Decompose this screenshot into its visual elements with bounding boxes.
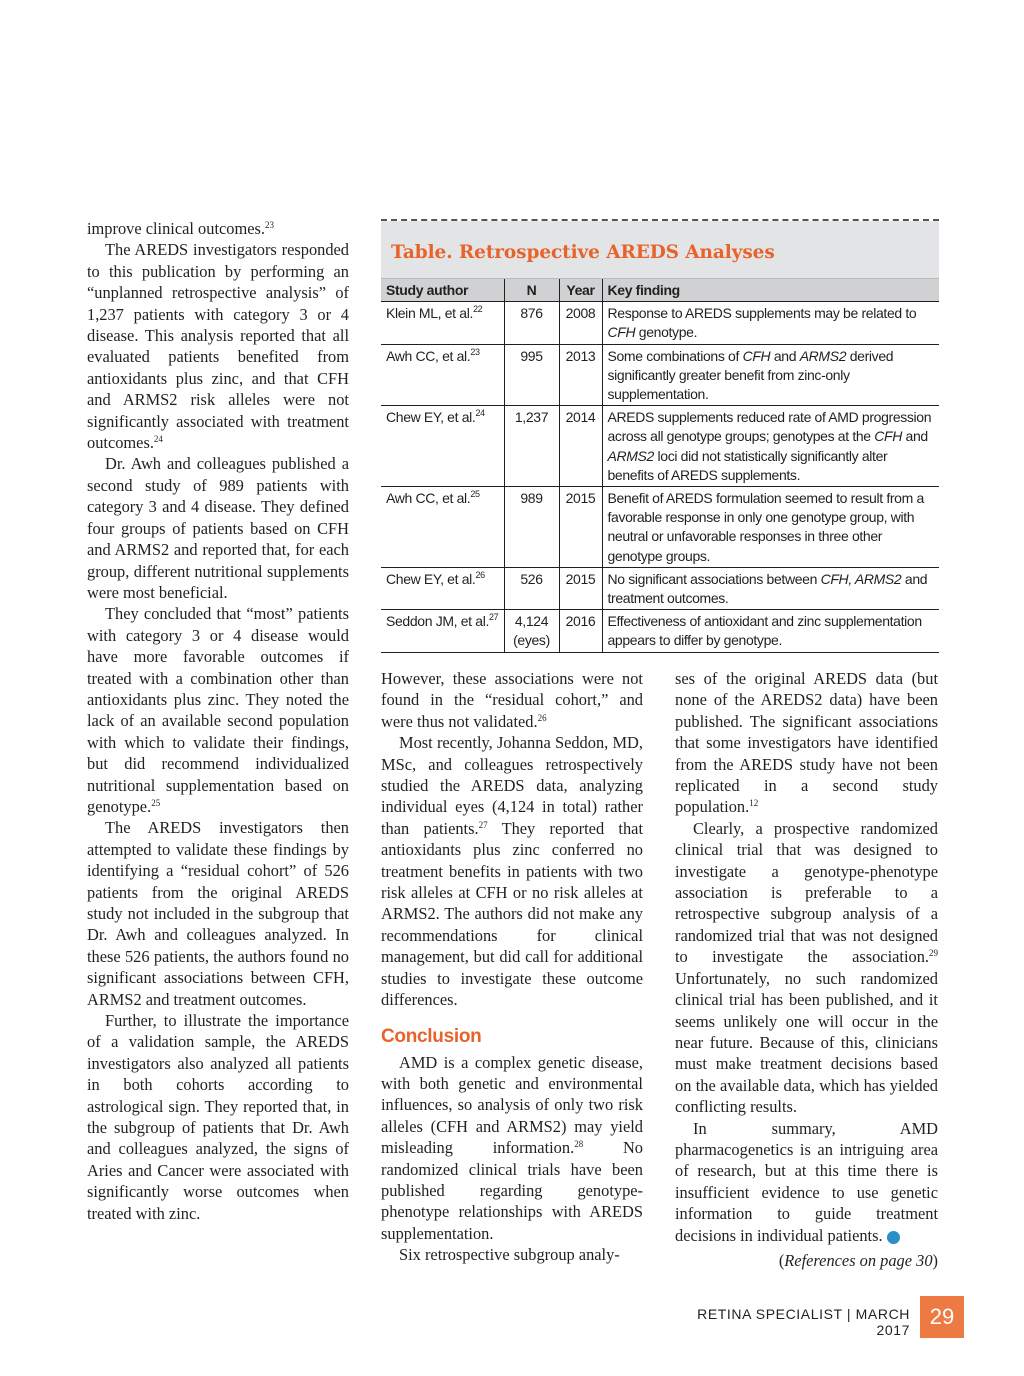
cell-author: Klein ML, et al.$^{22}$ (381, 302, 504, 344)
paragraph: ses of the original AREDS data (but none of the AREDS2 data) have been published. The significant associations that some investigators have identified from the AREDS study have not been replicated in a second study population.$^{12}$ (675, 669, 938, 817)
article-column-2 (381, 668, 643, 1266)
header-study-author: Study author (381, 279, 504, 302)
cell-finding: Some combinations of CFH and ARMS2 derived significantly greater benefit from zinc-only supplementation. (602, 344, 939, 406)
paragraph: In summary, AMD pharmacogenetics is an intriguing area of research, but at this time there is insufficient evidence to use genetic information to guide treatment decisions in individual patients. RS (675, 1118, 938, 1245)
paragraph: Clearly, a prospective randomized clinical trial that was designed to investigate a genotype-phenotype association is preferable to a retrospective subgroup analysis of a randomized trial that was not designed to investigate the association.$^{29}$ Unfortunately, no such randomized clinical trial has been published, and it seems unlikely one will occur in the near future. Because of this, clinicians must make treatment decisions based on the available data, which has yielded conflicting results. (675, 818, 938, 1117)
table-title: Table. Retrospective AREDS Analyses (391, 242, 775, 263)
cell-n: 526 (504, 567, 559, 609)
table-header-row (381, 279, 939, 302)
paragraph: AMD is a complex genetic disease, with both genetic and environmental influences, so analysis of only two risk alleles (CFH and ARMS2) may yield misleading information.$^{28}$ No randomized clinical trials have been published regarding genotype-phenotype relationships with AREDS supplementation. (381, 1052, 643, 1243)
cell-author: Awh CC, et al.$^{23}$ (381, 344, 504, 406)
cell-finding: Response to AREDS supplements may be related to CFH genotype. (602, 302, 939, 344)
table-row (381, 406, 939, 487)
cell-finding: No significant associations between CFH, ARMS2 and treatment outcomes. (602, 567, 939, 609)
findings-table (381, 278, 939, 653)
paragraph: They concluded that “most” patients with category 3 or 4 disease would have more favorable outcomes if treated with a combination other than antioxidants plus zinc. They noted the lack of an available second population with which to validate their findings, but did recommend individualized nutritional supplementation based on genotype.$^{25}$ (87, 604, 349, 816)
cell-finding: AREDS supplements reduced rate of AMD progression across all genotype groups; genotypes at the CFH and ARMS2 loci did not statistically significantly alter benefits of AREDS supplements. (602, 406, 939, 487)
paragraph: Six retrospective subgroup analy- (399, 1245, 620, 1265)
table-row (381, 567, 939, 609)
cell-n: 1,237 (504, 406, 559, 487)
conclusion-heading: Conclusion (381, 1025, 482, 1047)
cell-author: Chew EY, et al.$^{24}$ (381, 406, 504, 487)
cell-author: Chew EY, et al.$^{26}$ (381, 567, 504, 609)
cell-n: 989 (504, 487, 559, 568)
end-of-article-logo-icon: RS (887, 1231, 900, 1244)
cell-finding: Effectiveness of antioxidant and zinc supplementation appears to differ by genotype. (602, 610, 939, 652)
table-title-band (381, 221, 939, 278)
article-column-1 (87, 218, 349, 1224)
paragraph: The AREDS investigators then attempted to validate these findings by identifying a “residual cohort” of 526 patients from the original AREDS study not included in the subgroup that Dr. Awh and colleagues analyzed. In these 526 patients, the authors found no significant associations between CFH, ARMS2 and treatment outcomes. (87, 818, 349, 1009)
cell-author: Awh CC, et al.$^{25}$ (381, 487, 504, 568)
article-column-3 (675, 668, 938, 1271)
table-row (381, 610, 939, 652)
cell-year: 2008 (559, 302, 602, 344)
page-number: 29 (920, 1296, 964, 1338)
cell-author: Seddon JM, et al.$^{27}$ (381, 610, 504, 652)
retrospective-analyses-table-box (381, 219, 939, 653)
paragraph: Most recently, Johanna Seddon, MD, MSc, and colleagues retrospectively studied the AREDS data, analyzing individual eyes (4,124 in total) rather than patients.$^{27}$ They reported that antioxidants plus zinc conferred no treatment benefits in patients with two risk alleles at CFH or no risk alleles at ARMS2. The authors did not make any recommendations for clinical management, but did call for additional studies to investigate these outcome differences. (381, 733, 644, 1010)
cell-year: 2015 (559, 567, 602, 609)
cell-year: 2016 (559, 610, 602, 652)
cell-finding: Benefit of AREDS formulation seemed to result from a favorable response in only one genotype group, with neutral or unfavorable responses in three other genotype groups. (602, 487, 939, 568)
table-row (381, 344, 939, 406)
cell-year: 2015 (559, 487, 602, 568)
header-n: N (504, 279, 559, 302)
paragraph: The AREDS investigators responded to this publication by performing an “unplanned retrospective analysis” of 1,237 patients with category 3 or 4 disease. This analysis reported that all evaluated patients benefited from antioxidants plus zinc, and that CFH and ARMS2 risk alleles were not significantly associated with treatment outcomes.$^{24}$ (87, 240, 349, 453)
cell-year: 2014 (559, 406, 602, 487)
table-row (381, 302, 939, 344)
cell-year: 2013 (559, 344, 602, 406)
cell-n: 995 (504, 344, 559, 406)
paragraph: Dr. Awh and colleagues published a second study of 989 patients with category 3 and 4 disease. They defined four groups of patients based on CFH and ARMS2 and reported that, for each group, different nutritional supplements were most beneficial. (87, 454, 349, 602)
cell-n: 876 (504, 302, 559, 344)
table-row (381, 487, 939, 568)
references-note: (References on page 30) (778, 1250, 938, 1270)
paragraph: Further, to illustrate the importance of a validation sample, the AREDS investigators also analyzed all patients in both cohorts according to astrological sign. They reported that, in the subgroup of patients that Dr. Awh and colleagues analyzed, the signs of Aries and Cancer were associated with significantly worse outcomes when treated with zinc. (87, 1011, 349, 1223)
header-key-finding: Key finding (602, 279, 939, 302)
header-year: Year (559, 279, 602, 302)
cell-n: 4,124 (eyes) (504, 610, 559, 652)
paragraph: However, these associations were not found in the “residual cohort,” and were thus not validated.$^{26}$ (381, 669, 643, 731)
paragraph: improve clinical outcomes.$^{23}$ (87, 219, 274, 238)
publication-footer: RETINA SPECIALIST | MARCH 2017 (697, 1306, 910, 1338)
